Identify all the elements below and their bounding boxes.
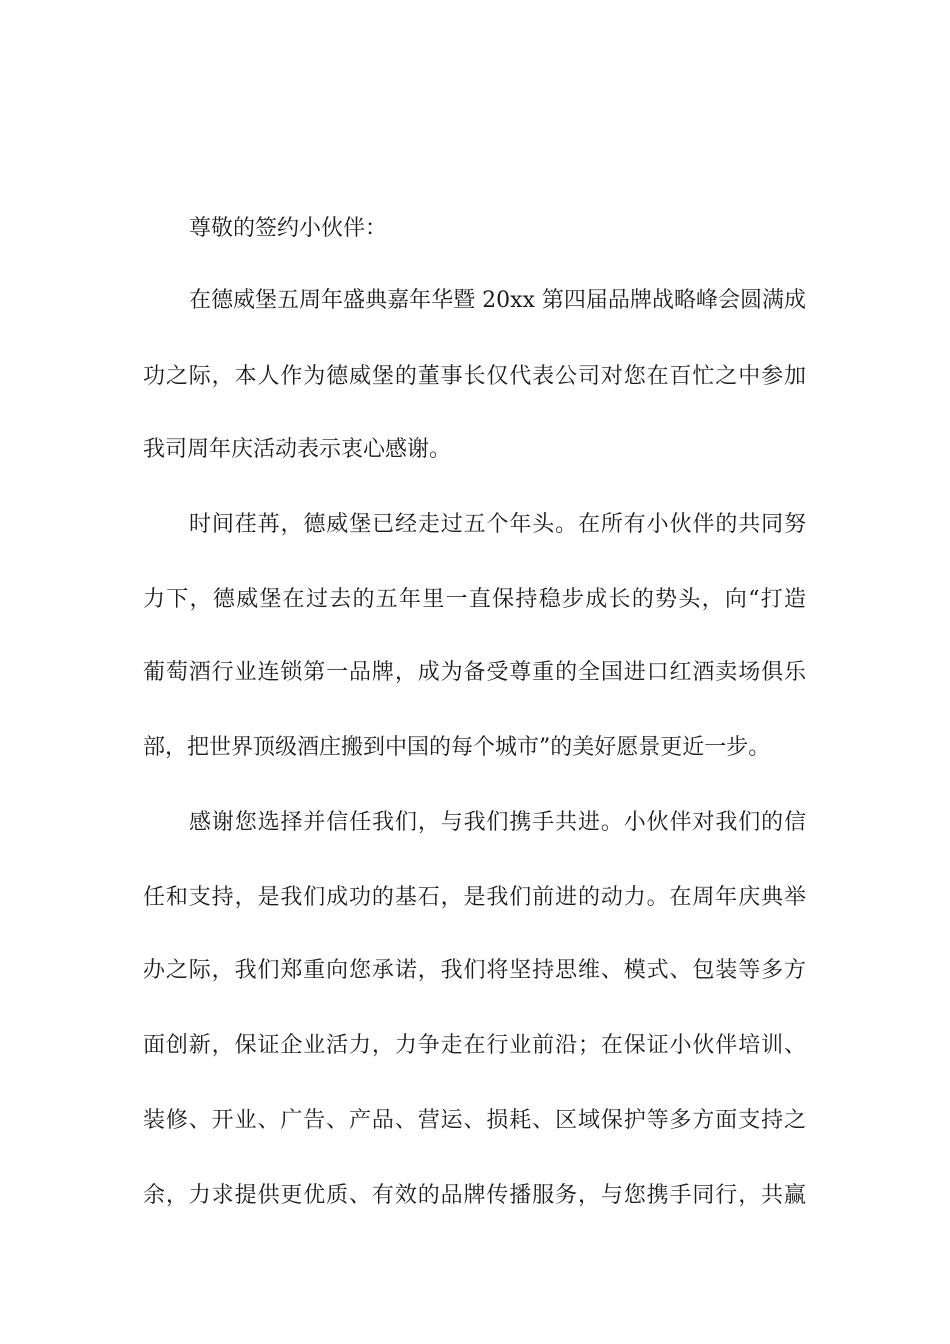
paragraph-line: 感谢您选择并信任我们，与我们携手共进。小伙伴对我们的信	[189, 810, 806, 835]
paragraph-line: 时间荏苒，德威堡已经走过五个年头。在所有小伙伴的共同努	[189, 512, 806, 537]
paragraph-line: 在德威堡五周年盛典嘉年华暨 20xx 第四届品牌战略峰会圆满成	[189, 288, 806, 313]
paragraph-line: 装修、开业、广告、产品、营运、损耗、区域保护等多方面支持之	[143, 1108, 806, 1133]
paragraph-line: 任和支持，是我们成功的基石，是我们前进的动力。在周年庆典举	[143, 885, 806, 910]
paragraph-line: 面创新，保证企业活力，力争走在行业前沿；在保证小伙伴培训、	[143, 1033, 806, 1058]
salutation: 尊敬的签约小伙伴：	[189, 216, 388, 241]
paragraph-line: 功之际，本人作为德威堡的董事长仅代表公司对您在百忙之中参加	[143, 364, 806, 389]
paragraph-line: 余，力求提供更优质、有效的品牌传播服务，与您携手同行，共赢	[143, 1183, 806, 1208]
paragraph-line: 葡萄酒行业连锁第一品牌，成为备受尊重的全国进口红酒卖场俱乐	[143, 660, 806, 685]
paragraph-line: 力下，德威堡在过去的五年里一直保持稳步成长的势头，向“打造	[143, 587, 806, 612]
paragraph-line: 办之际，我们郑重向您承诺，我们将坚持思维、模式、包装等多方	[143, 958, 806, 983]
paragraph-line: 部，把世界顶级酒庄搬到中国的每个城市”的美好愿景更近一步。	[143, 735, 771, 760]
paragraph-line: 我司周年庆活动表示衷心感谢。	[143, 437, 452, 462]
